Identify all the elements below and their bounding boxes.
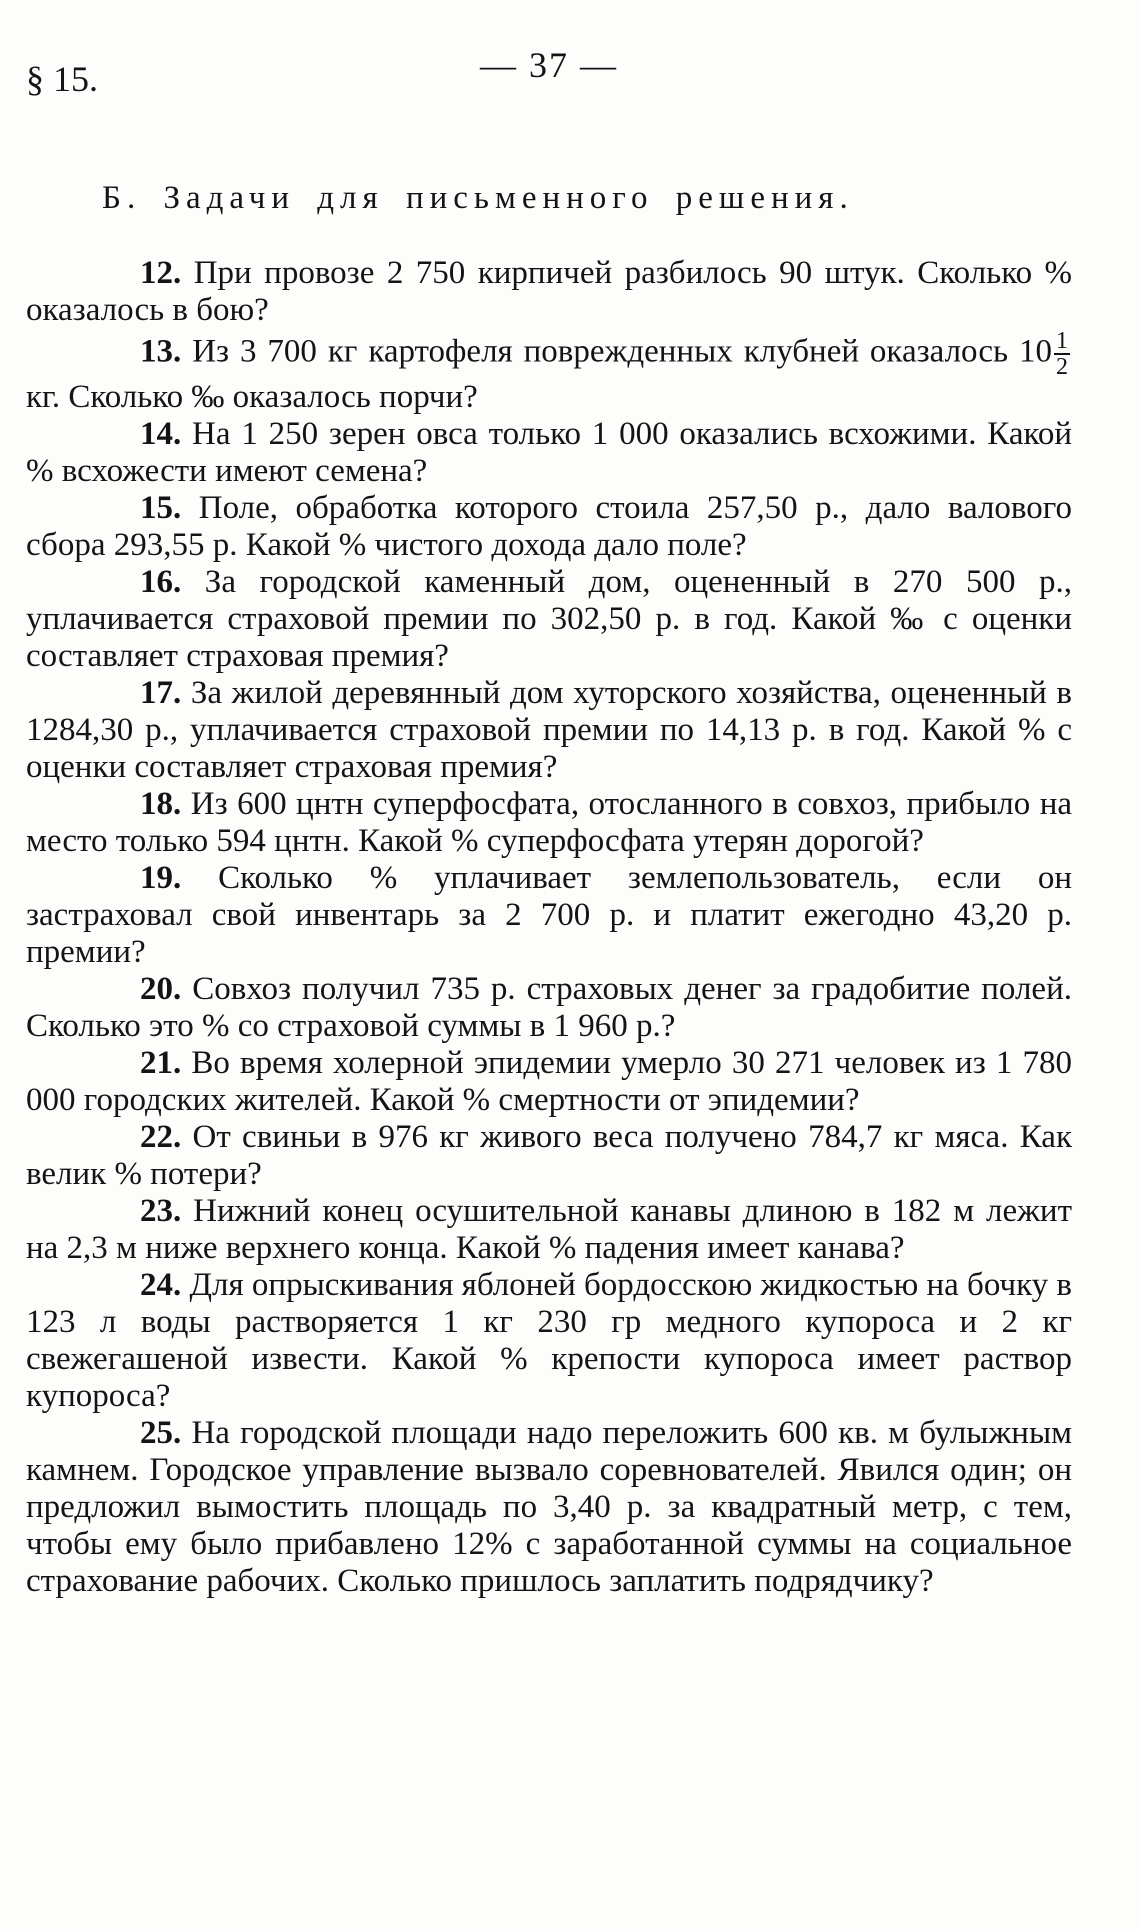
problem-17 xyxy=(26,675,1072,786)
problem-list xyxy=(26,255,1072,1600)
page-header xyxy=(26,40,1072,120)
problem-number: 21. xyxy=(140,1045,182,1081)
problem-text: На городской площади надо переложить 600 кв. м булыжным камнем. Городское управление вызвало соревнователей. Явился один; он предложил вымостить площадь по 3,40 р. за квадратный метр, с тем, чтобы ему было прибавлено 12% с заработанной суммы на социальное страхование рабочих. Сколько пришлось заплатить подрядчику? xyxy=(26,1415,1072,1599)
problem-number: 19. xyxy=(140,860,182,896)
fraction-numerator: 1 xyxy=(1056,328,1068,354)
problem-number: 14. xyxy=(140,416,182,452)
problem-23 xyxy=(26,1193,1072,1267)
problem-text: Сколько % уплачивает землепользователь, если он застраховал свой инвентарь за 2 700 р. и платит ежегодно 43,20 р. премии? xyxy=(26,860,1072,970)
problem-text: От свиньи в 976 кг живого веса получено 784,7 кг мяса. Как велик % потери? xyxy=(26,1119,1072,1192)
problem-text: На 1 250 зерен овса только 1 000 оказались всхожими. Какой % всхожести имеют семена? xyxy=(26,416,1072,489)
problem-text: Во время холерной эпидемии умерло 30 271 человек из 1 780 000 городских жителей. Какой % смертности от эпидемии? xyxy=(26,1045,1072,1118)
problem-number: 17. xyxy=(140,675,182,711)
problem-14 xyxy=(26,416,1072,490)
problem-number: 23. xyxy=(140,1193,182,1229)
problem-number: 16. xyxy=(140,564,182,600)
problem-text: Из 3 700 кг картофеля поврежденных клубней оказалось 10 xyxy=(192,333,1052,370)
problem-text: За городской каменный дом, оцененный в 270 500 р., уплачивается страховой премии по 302,50 р. в год. Какой ‰ с оценки составляет страховая премия? xyxy=(26,564,1073,674)
section-heading: Б. Задачи для письменного решения. xyxy=(102,180,854,216)
problem-text: Нижний конец осушительной канавы длиною в 182 м лежит на 2,3 м ниже верхнего конца. Какой % падения имеет канава? xyxy=(26,1193,1073,1266)
problem-text: При провозе 2 750 кирпичей разбилось 90 штук. Сколько % оказалось в бою? xyxy=(26,255,1073,328)
problem-text: Поле, обработка которого стоила 257,50 р., дало валового сбора 293,55 р. Какой % чистого дохода дало поле? xyxy=(26,490,1072,563)
problem-number: 22. xyxy=(140,1119,182,1155)
problem-15 xyxy=(26,490,1072,564)
fraction xyxy=(1054,329,1070,379)
problem-22 xyxy=(26,1119,1072,1193)
problem-25 xyxy=(26,1415,1072,1600)
problem-text: Из 600 цнтн суперфосфата, отосланного в совхоз, прибыло на место только 594 цнтн. Какой % суперфосфата утерян дорогой? xyxy=(26,786,1073,859)
problem-number: 20. xyxy=(140,971,182,1007)
problem-18 xyxy=(26,786,1072,860)
problem-20 xyxy=(26,971,1072,1045)
problem-number: 24. xyxy=(140,1267,182,1303)
problem-text: За жилой деревянный дом хуторского хозяйства, оцененный в 1284,30 р., уплачивается страховой премии по 14,13 р. в год. Какой % с оценки составляет страховая премия? xyxy=(26,675,1072,785)
problem-text: Для опрыскивания яблоней бордосскою жидкостью на бочку в 123 л воды растворяется 1 кг 230 гр медного купороса и 2 кг свежегашеной извести. Какой % крепости купороса имеет раствор купороса? xyxy=(26,1267,1072,1414)
problem-12 xyxy=(26,255,1072,329)
section-mark: § 15. xyxy=(26,59,98,99)
problem-text: Совхоз получил 735 р. страховых денег за градобитие полей. Сколько это % со страховой суммы в 1 960 р.? xyxy=(26,971,1072,1044)
problem-number: 13. xyxy=(140,333,182,370)
problem-21 xyxy=(26,1045,1072,1119)
problem-text-continued: кг. Сколько ‰ оказалось порчи? xyxy=(26,379,478,415)
problem-16 xyxy=(26,564,1072,675)
problem-number: 25. xyxy=(140,1415,182,1451)
page-number: — 37 — xyxy=(480,45,618,85)
fraction-denominator: 2 xyxy=(1056,354,1068,380)
problem-19 xyxy=(26,860,1072,971)
problem-number: 18. xyxy=(140,786,182,822)
problem-24 xyxy=(26,1267,1072,1415)
problem-number: 15. xyxy=(140,490,182,526)
problem-number: 12. xyxy=(140,255,182,291)
problem-13 xyxy=(26,329,1072,416)
